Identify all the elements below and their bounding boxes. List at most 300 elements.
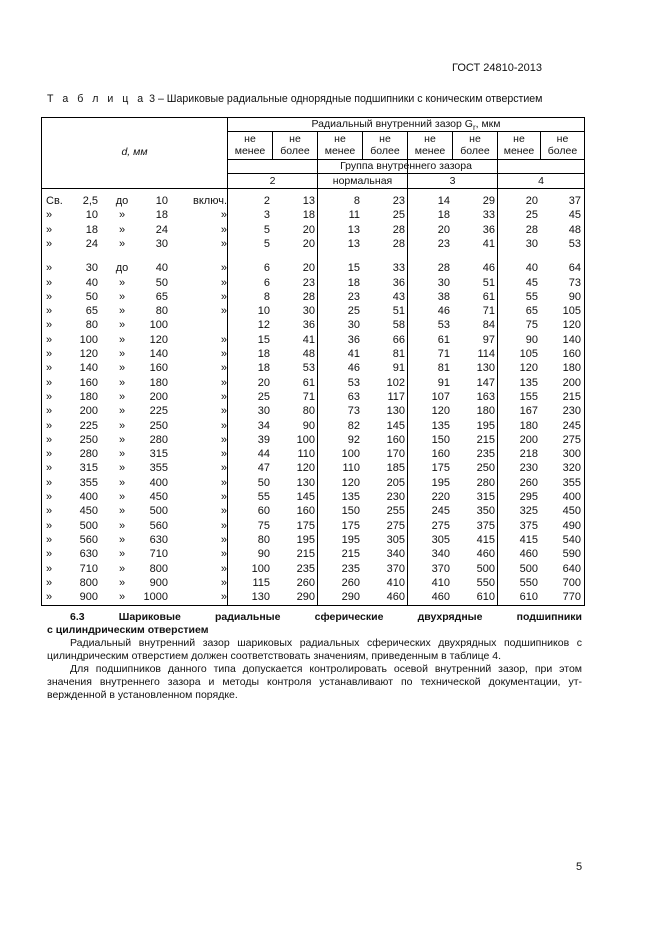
clearance-value: 20 [257, 376, 270, 389]
clearance-value: 40 [525, 262, 538, 275]
clearance-value: 6 [263, 262, 270, 275]
row-prefix: » [46, 519, 53, 532]
clearance-value: 235 [341, 562, 360, 575]
clearance-value: 10 [257, 305, 270, 318]
clearance-value: 135 [431, 419, 450, 432]
range-separator: » [118, 276, 126, 289]
clearance-value: 100 [296, 433, 315, 446]
clearance-value: 53 [568, 237, 581, 250]
clearance-value: 5 [263, 237, 270, 250]
clearance-value: 175 [296, 519, 315, 532]
group-title: Группа внутреннего зазора [340, 160, 472, 172]
table-caption [47, 93, 542, 105]
range-from: 900 [79, 591, 98, 604]
range-from: 80 [85, 319, 98, 332]
clearance-value: 147 [476, 376, 495, 389]
row-prefix: » [46, 548, 53, 561]
clearance-table [41, 117, 585, 606]
clearance-value: 215 [296, 548, 315, 561]
range-to: 180 [149, 376, 168, 389]
clearance-value: 41 [347, 348, 360, 360]
clearance-value: 410 [386, 576, 405, 589]
clearance-value: 500 [519, 562, 538, 575]
clearance-value: 61 [437, 333, 450, 346]
clearance-value: 92 [347, 433, 360, 446]
clearance-value: 550 [519, 576, 538, 589]
clearance-value: 260 [296, 576, 315, 589]
clearance-value: 195 [476, 419, 495, 432]
range-to: 630 [149, 533, 168, 546]
row-suffix: » [220, 209, 227, 222]
range-to: 10 [155, 195, 168, 207]
row-suffix: » [220, 348, 227, 360]
range-to: 315 [149, 448, 168, 461]
row-prefix: » [46, 576, 53, 589]
clearance-value: 25 [525, 209, 538, 222]
range-separator: » [118, 591, 126, 604]
clearance-value: 280 [476, 476, 495, 489]
col-d-label: d, мм [121, 146, 148, 158]
clearance-value: 3 [263, 209, 270, 222]
clearance-value: 610 [519, 591, 538, 604]
clearance-value: 48 [568, 223, 581, 236]
row-prefix: » [46, 362, 53, 375]
clearance-value: 36 [347, 333, 360, 346]
clearance-value: 28 [392, 237, 405, 250]
clearance-value: 275 [562, 433, 581, 446]
range-to: 100 [149, 319, 168, 332]
clearance-value: 130 [476, 362, 495, 375]
clearance-value: 460 [476, 548, 495, 561]
caption-prefix: Т а б л и ц а [47, 93, 147, 105]
clearance-value: 290 [341, 591, 360, 604]
range-separator: » [118, 576, 126, 589]
range-from: 450 [79, 505, 98, 518]
row-prefix: Св. [46, 195, 63, 207]
clearance-value: 15 [257, 333, 270, 346]
range-to: 280 [149, 433, 168, 446]
clearance-value: 36 [482, 223, 495, 236]
row-suffix: » [220, 276, 227, 289]
range-from: 400 [79, 491, 98, 503]
clearance-value: 36 [392, 276, 405, 289]
range-separator: » [118, 448, 126, 461]
clearance-value: 160 [386, 433, 405, 446]
row-suffix: » [220, 262, 227, 275]
clearance-value: 18 [347, 276, 360, 289]
range-to: 40 [155, 262, 168, 275]
clearance-value: 55 [525, 290, 538, 303]
clearance-value: 355 [562, 476, 581, 489]
range-to: 225 [149, 405, 168, 418]
clearance-value: 2 [263, 195, 270, 207]
paragraph-2: Для подшипников данного типа допускается контролировать осевой внутренний зазор, при этом значения внутреннего зазора и методы контроля устанавливают по технической документации, ут- вержденной в установленном порядке. [47, 663, 582, 701]
clearance-value: 460 [519, 548, 538, 561]
clearance-value: 160 [296, 505, 315, 518]
clearance-value: 340 [431, 548, 450, 561]
clearance-value: 29 [482, 195, 495, 207]
section-heading-line2: с цилиндрическим отверстием [47, 624, 209, 636]
clearance-value: 64 [568, 262, 581, 275]
clearance-value: 195 [431, 476, 450, 489]
range-from: 560 [79, 533, 98, 546]
clearance-value: 28 [437, 262, 450, 275]
clearance-value: 110 [342, 462, 360, 475]
clearance-value: 540 [562, 533, 581, 546]
range-from: 50 [85, 290, 98, 303]
clearance-value: 91 [392, 362, 405, 375]
row-prefix: » [46, 305, 53, 318]
row-suffix: » [220, 548, 227, 561]
row-suffix: » [220, 519, 227, 532]
section-heading [47, 611, 582, 637]
group-3: 3 [449, 175, 456, 187]
table-row [42, 590, 584, 604]
clearance-value: 5 [263, 223, 270, 236]
table-row [42, 433, 584, 447]
clearance-value: 167 [519, 405, 538, 418]
clearance-value: 97 [482, 333, 495, 346]
row-prefix: » [46, 376, 53, 389]
table-row [42, 476, 584, 490]
clearance-value: 275 [386, 519, 405, 532]
row-suffix: » [220, 362, 227, 375]
row-suffix: » [220, 562, 227, 575]
row-prefix: » [46, 591, 53, 604]
table-row [42, 533, 584, 547]
clearance-value: 130 [296, 476, 315, 489]
range-from: 800 [79, 576, 98, 589]
table-row [42, 194, 584, 208]
min-label: не менее [324, 133, 356, 157]
row-prefix: » [46, 405, 53, 418]
range-to: 24 [155, 223, 168, 236]
clearance-value: 315 [476, 491, 495, 503]
range-to: 120 [149, 333, 168, 346]
range-separator: » [118, 433, 126, 446]
row-suffix: » [220, 462, 227, 475]
clearance-value: 12 [257, 319, 270, 332]
standard-number: ГОСТ 24810-2013 [452, 62, 542, 74]
range-from: 225 [79, 419, 98, 432]
clearance-value: 41 [302, 333, 315, 346]
range-from: 40 [85, 276, 98, 289]
table-row [42, 461, 584, 475]
clearance-value: 33 [392, 262, 405, 275]
table-row [42, 419, 584, 433]
clearance-value: 71 [437, 348, 450, 360]
clearance-value: 55 [257, 491, 270, 503]
range-from: 2,5 [82, 195, 98, 207]
range-from: 120 [79, 348, 98, 360]
row-suffix: включ. [193, 195, 227, 207]
clearance-value: 25 [347, 305, 360, 318]
clearance-value: 30 [257, 405, 270, 418]
clearance-value: 200 [562, 376, 581, 389]
row-suffix: » [220, 533, 227, 546]
clearance-value: 640 [562, 562, 581, 575]
range-from: 24 [85, 237, 98, 250]
clearance-value: 8 [353, 195, 360, 207]
clearance-value: 53 [347, 376, 360, 389]
table-divider [42, 188, 584, 189]
clearance-value: 51 [482, 276, 495, 289]
table-row [42, 562, 584, 576]
row-prefix: » [46, 319, 53, 332]
clearance-value: 218 [519, 448, 538, 461]
table-row [42, 237, 584, 251]
paragraph-1: Радиальный внутренний зазор шариковых радиальных сферических двухрядных подшипников с цилиндрическим отверстием должен соответствовать значениям, приведенным в таблице 4. [47, 637, 582, 662]
clearance-value: 205 [386, 476, 405, 489]
clearance-value: 120 [562, 319, 581, 332]
row-suffix: » [220, 333, 227, 346]
row-prefix: » [46, 462, 53, 475]
row-prefix: » [46, 491, 53, 503]
clearance-value: 46 [347, 362, 360, 375]
row-prefix: » [46, 333, 53, 346]
clearance-value: 13 [347, 237, 360, 250]
clearance-value: 255 [386, 505, 405, 518]
range-to: 140 [149, 348, 168, 360]
clearance-value: 200 [519, 433, 538, 446]
clearance-value: 135 [341, 491, 360, 503]
clearance-value: 47 [257, 462, 270, 475]
clearance-value: 28 [302, 290, 315, 303]
clearance-value: 145 [386, 419, 405, 432]
table-divider [228, 173, 584, 174]
clearance-value: 375 [476, 519, 495, 532]
range-from: 630 [79, 548, 98, 561]
clearance-value: 135 [519, 376, 538, 389]
clearance-value: 25 [392, 209, 405, 222]
range-separator: » [118, 491, 126, 503]
clearance-value: 23 [392, 195, 405, 207]
clearance-value: 18 [257, 348, 270, 360]
clearance-value: 91 [437, 376, 450, 389]
clearance-value: 340 [386, 548, 405, 561]
table-row [42, 490, 584, 504]
clearance-value: 260 [519, 476, 538, 489]
clearance-value: 140 [562, 333, 581, 346]
row-prefix: » [46, 433, 53, 446]
clearance-value: 20 [302, 237, 315, 250]
clearance-value: 58 [392, 319, 405, 332]
range-to: 355 [149, 462, 168, 475]
clearance-value: 130 [386, 405, 405, 418]
clearance-value: 160 [562, 348, 581, 360]
range-from: 65 [85, 305, 98, 318]
clearance-value: 66 [392, 333, 405, 346]
clearance-title: Радиальный внутренний зазор $G_r$, мкм [311, 118, 501, 133]
caption-text: – Шариковые радиальные однорядные подшипники с коническим отверстием [157, 93, 543, 105]
table-row [42, 333, 584, 347]
clearance-value: 44 [257, 448, 270, 461]
range-separator: » [118, 519, 126, 532]
range-to: 710 [149, 548, 168, 561]
clearance-value: 75 [257, 519, 270, 532]
table-row [42, 576, 584, 590]
table-row [42, 223, 584, 237]
clearance-value: 90 [302, 419, 315, 432]
clearance-value: 37 [568, 195, 581, 207]
clearance-value: 180 [562, 362, 581, 375]
row-prefix: » [46, 562, 53, 575]
clearance-value: 60 [257, 505, 270, 518]
clearance-value: 6 [263, 276, 270, 289]
clearance-value: 11 [348, 209, 360, 222]
clearance-value: 590 [562, 548, 581, 561]
range-from: 200 [79, 405, 98, 418]
clearance-value: 700 [562, 576, 581, 589]
clearance-value: 90 [568, 290, 581, 303]
row-prefix: » [46, 209, 53, 222]
range-separator: » [118, 319, 126, 332]
range-from: 100 [79, 333, 98, 346]
clearance-value: 120 [296, 462, 315, 475]
clearance-value: 18 [257, 362, 270, 375]
clearance-value: 80 [257, 533, 270, 546]
max-label: не более [547, 133, 578, 157]
clearance-value: 30 [302, 305, 315, 318]
clearance-value: 245 [431, 505, 450, 518]
row-prefix: » [46, 419, 53, 432]
range-from: 140 [79, 362, 98, 375]
clearance-value: 81 [437, 362, 450, 375]
clearance-value: 180 [519, 419, 538, 432]
table-row [42, 519, 584, 533]
table-row [42, 504, 584, 518]
clearance-value: 30 [437, 276, 450, 289]
clearance-value: 120 [341, 476, 360, 489]
clearance-value: 295 [519, 491, 538, 503]
clearance-value: 82 [347, 419, 360, 432]
range-separator: » [118, 562, 126, 575]
row-suffix: » [220, 405, 227, 418]
clearance-value: 23 [347, 290, 360, 303]
clearance-value: 245 [562, 419, 581, 432]
clearance-value: 145 [296, 491, 315, 503]
table-row [42, 404, 584, 418]
range-separator: » [118, 462, 126, 475]
range-separator: » [118, 390, 126, 403]
clearance-value: 230 [562, 405, 581, 418]
clearance-value: 370 [431, 562, 450, 575]
table-row [42, 304, 584, 318]
clearance-value: 30 [347, 319, 360, 332]
clearance-value: 38 [437, 290, 450, 303]
row-prefix: » [46, 223, 53, 236]
clearance-value: 100 [341, 448, 360, 461]
clearance-value: 20 [302, 262, 315, 275]
clearance-value: 450 [562, 505, 581, 518]
clearance-value: 23 [302, 276, 315, 289]
row-suffix: » [220, 376, 227, 389]
max-label: не более [460, 133, 490, 157]
clearance-value: 160 [431, 448, 450, 461]
row-prefix: » [46, 448, 53, 461]
clearance-value: 230 [386, 491, 405, 503]
range-from: 160 [79, 376, 98, 389]
range-to: 400 [149, 476, 168, 489]
range-separator: » [118, 533, 126, 546]
range-separator: » [118, 376, 126, 389]
clearance-value: 61 [482, 290, 495, 303]
range-separator: » [118, 209, 126, 222]
row-suffix: » [220, 419, 227, 432]
clearance-value: 410 [431, 576, 450, 589]
clearance-value: 150 [341, 505, 360, 518]
range-to: 560 [149, 519, 168, 532]
range-separator: » [118, 362, 126, 375]
clearance-value: 185 [386, 462, 405, 475]
clearance-value: 20 [437, 223, 450, 236]
section-heading-line1: 6.3 Шариковые радиальные сферические двухрядные подшипники [70, 611, 582, 623]
clearance-value: 114 [477, 348, 495, 360]
clearance-value: 34 [257, 419, 270, 432]
min-label: не менее [503, 133, 535, 157]
table-row [42, 361, 584, 375]
clearance-value: 84 [482, 319, 495, 332]
range-separator: » [118, 348, 126, 360]
clearance-value: 73 [347, 405, 360, 418]
clearance-value: 39 [257, 433, 270, 446]
clearance-value: 18 [437, 209, 450, 222]
clearance-value: 110 [297, 448, 315, 461]
range-from: 30 [85, 262, 98, 275]
row-prefix: » [46, 533, 53, 546]
clearance-value: 46 [482, 262, 495, 275]
clearance-value: 90 [525, 333, 538, 346]
clearance-value: 220 [431, 491, 450, 503]
clearance-value: 115 [252, 576, 270, 589]
clearance-value: 415 [519, 533, 538, 546]
clearance-value: 18 [302, 209, 315, 222]
row-prefix: » [46, 348, 53, 360]
clearance-value: 105 [562, 305, 581, 318]
range-from: 355 [79, 476, 98, 489]
clearance-value: 30 [525, 237, 538, 250]
clearance-value: 550 [476, 576, 495, 589]
clearance-value: 71 [482, 305, 495, 318]
clearance-value: 75 [525, 319, 538, 332]
clearance-value: 25 [257, 390, 270, 403]
clearance-value: 63 [347, 390, 360, 403]
range-separator: » [118, 290, 126, 303]
group-normal: нормальная [332, 175, 393, 187]
range-to: 450 [149, 491, 168, 503]
clearance-value: 195 [296, 533, 315, 546]
clearance-value: 107 [431, 390, 450, 403]
row-suffix: » [220, 505, 227, 518]
clearance-value: 13 [302, 195, 315, 207]
range-to: 50 [155, 276, 168, 289]
table-row [42, 276, 584, 290]
range-from: 315 [79, 462, 98, 475]
clearance-value: 610 [476, 591, 495, 604]
range-to: 30 [155, 237, 168, 250]
clearance-value: 81 [392, 348, 405, 360]
table-row [42, 290, 584, 304]
clearance-value: 33 [482, 209, 495, 222]
clearance-value: 45 [568, 209, 581, 222]
clearance-value: 150 [431, 433, 450, 446]
clearance-value: 105 [519, 348, 538, 360]
clearance-value: 130 [251, 591, 270, 604]
min-label: не менее [234, 133, 266, 157]
table-row [42, 547, 584, 561]
range-separator: до [115, 195, 129, 207]
clearance-value: 90 [257, 548, 270, 561]
